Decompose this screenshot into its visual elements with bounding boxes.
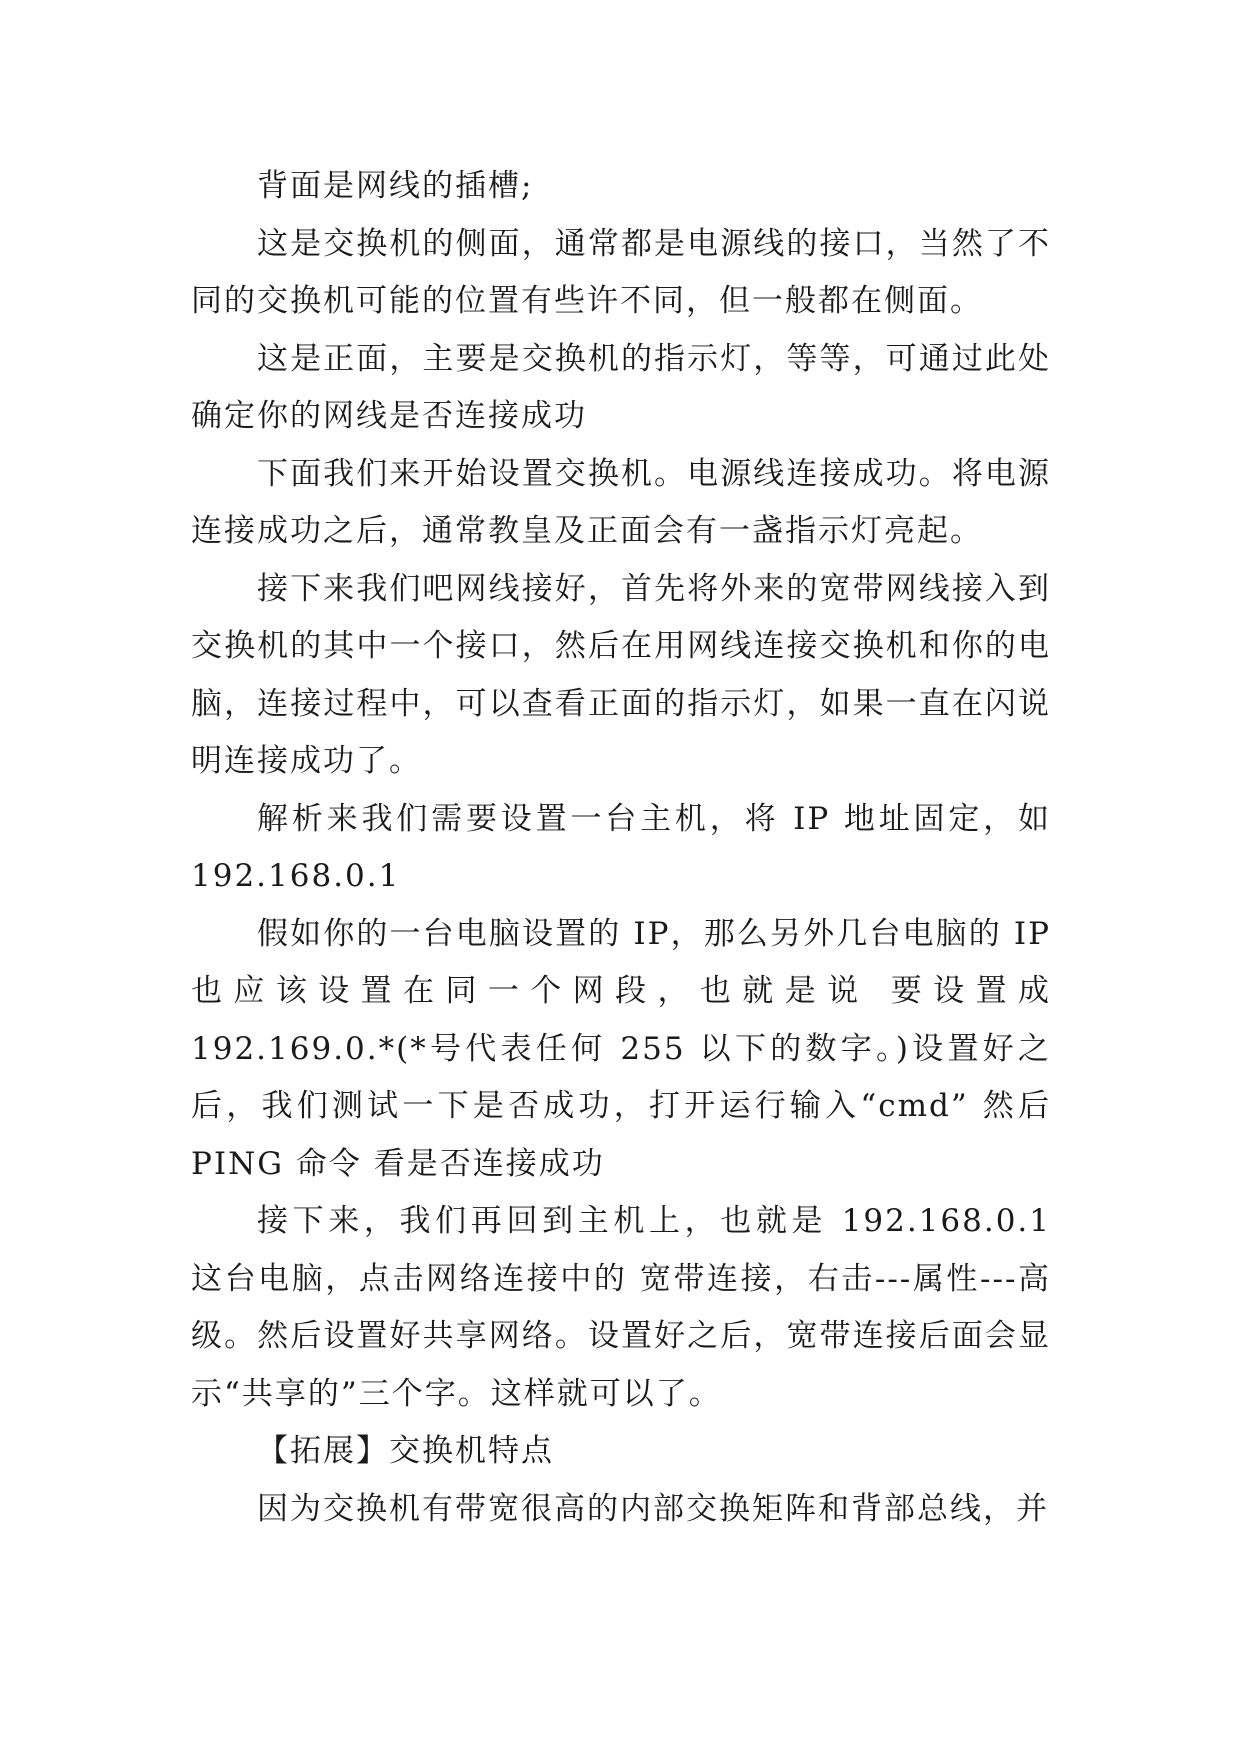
paragraph-power-setup: 下面我们来开始设置交换机。电源线连接成功。将电源连接成功之后，通常教皇及正面会有一盏指示灯亮起。: [191, 455, 1051, 549]
paragraph-switch-features: 因为交换机有带宽很高的内部交换矩阵和背部总线，并: [257, 1490, 1049, 1527]
paragraph-cable-setup: 接下来我们吧网线接好，首先将外来的宽带网线接入到交换机的其中一个接口，然后在用网线连接交换机和你的电脑，连接过程中，可以查看正面的指示灯，如果一直在闪说明连接成功了。: [191, 570, 1051, 779]
section-heading-extension: 【拓展】交换机特点: [257, 1433, 554, 1469]
document-body: [191, 158, 1051, 1538]
paragraph-front-view: 这是正面，主要是交换机的指示灯，等等，可通过此处确定你的网线是否连接成功: [191, 340, 1051, 434]
paragraph-rear-slot: 背面是网线的插槽;: [257, 168, 534, 204]
paragraph-subnet: 假如你的一台电脑设置的 IP，那么另外几台电脑的 IP 也应该设置在同一个网段，也就是说 要设置成 192.169.0.*(*号代表任何 255 以下的数字。)设置好之后，我们测试一下是否成功，打开运行输入“cmd” 然后 PING 命令 看是否连接成功: [191, 915, 1051, 1182]
paragraph-side-view: 这是交换机的侧面，通常都是电源线的接口，当然了不同的交换机可能的位置有些许不同，但一般都在侧面。: [191, 225, 1051, 319]
paragraph-sharing: 接下来，我们再回到主机上，也就是 192.168.0.1 这台电脑，点击网络连接中的 宽带连接，右击---属性---高级。然后设置好共享网络。设置好之后，宽带连接后面会显示“共享的”三个字。这样就可以了。: [191, 1203, 1051, 1412]
paragraph-host-ip: 解析来我们需要设置一台主机，将 IP 地址固定，如192.168.0.1: [191, 800, 1051, 894]
